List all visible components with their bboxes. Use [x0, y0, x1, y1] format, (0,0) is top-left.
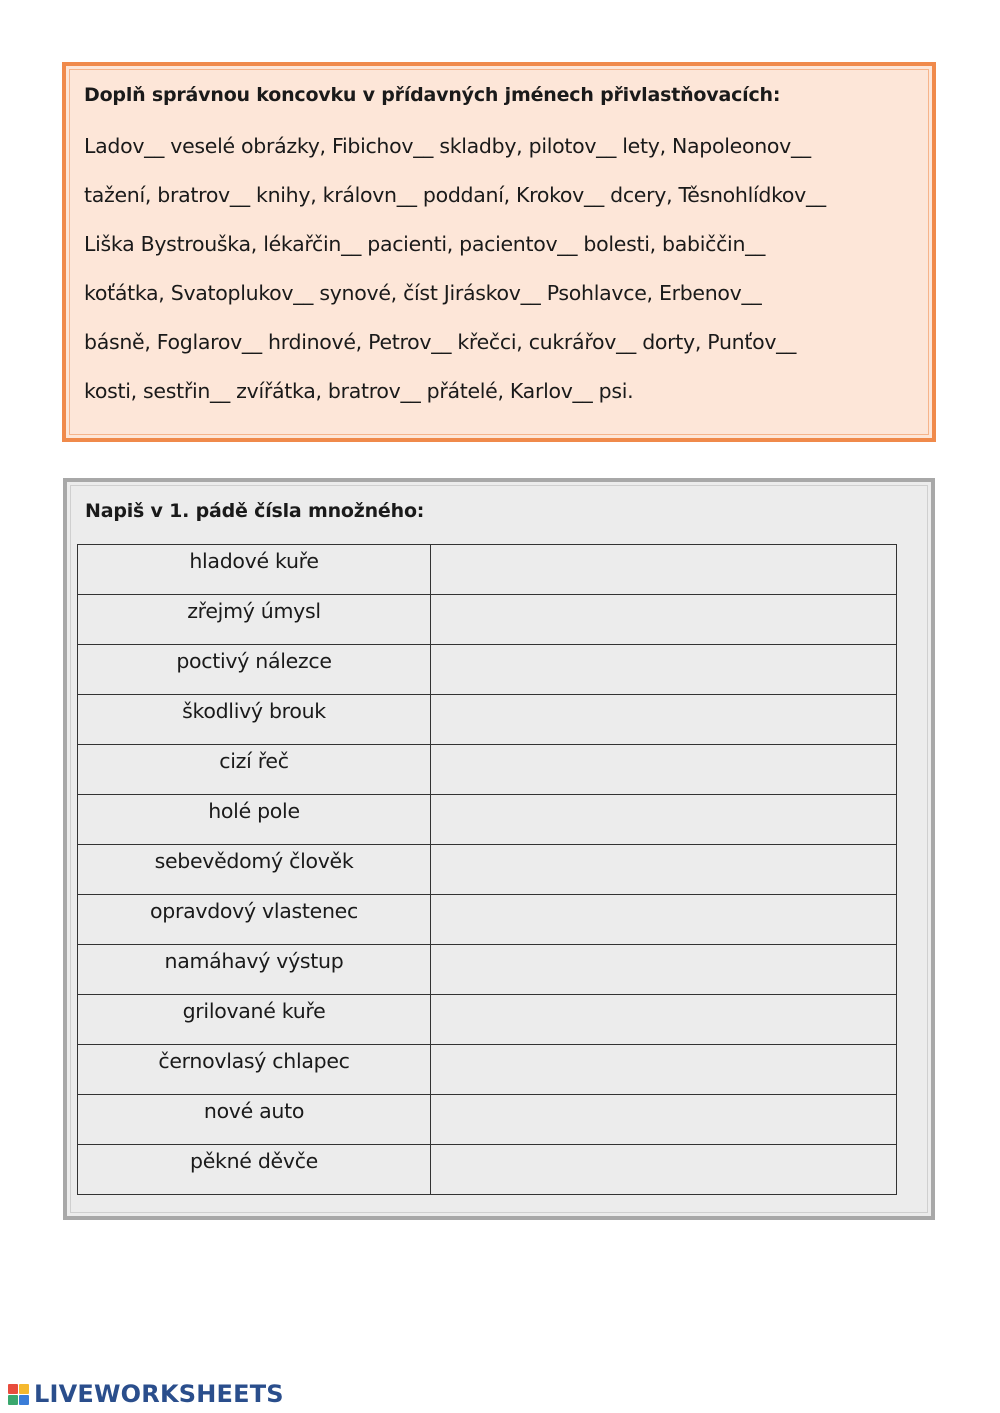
exercise1-line: básně, Foglarov__ hrdinové, Petrov__ křečci, cukrářov__ dorty, Punťov__: [84, 330, 797, 354]
word-cell: cizí řeč: [78, 745, 431, 795]
table-row: [78, 1045, 897, 1095]
exercise1-title: Doplň správnou koncovku v přídavných jménech přivlastňovacích:: [84, 84, 781, 106]
exercise2-title: Napiš v 1. pádě čísla množného:: [85, 500, 425, 522]
table-row: [78, 595, 897, 645]
word-cell: pěkné děvče: [78, 1145, 431, 1195]
answer-cell[interactable]: [431, 695, 897, 745]
exercise2-box: [63, 478, 935, 1220]
answer-cell[interactable]: [431, 995, 897, 1045]
exercise1-line: kosti, sestřin__ zvířátka, bratrov__ přátelé, Karlov__ psi.: [84, 379, 634, 403]
answer-cell[interactable]: [431, 945, 897, 995]
brand-name: LIVEWORKSHEETS: [34, 1380, 284, 1408]
table-row: [78, 895, 897, 945]
table-row: [78, 545, 897, 595]
table-row: [78, 745, 897, 795]
table-row: [78, 645, 897, 695]
plural-table: [77, 544, 897, 1195]
word-cell: namáhavý výstup: [78, 945, 431, 995]
answer-cell[interactable]: [431, 545, 897, 595]
answer-cell[interactable]: [431, 1145, 897, 1195]
footer-logo: [8, 1380, 284, 1408]
word-cell: grilované kuře: [78, 995, 431, 1045]
answer-cell[interactable]: [431, 645, 897, 695]
word-cell: sebevědomý člověk: [78, 845, 431, 895]
liveworksheets-logo-icon: [8, 1384, 29, 1405]
word-cell: nové auto: [78, 1095, 431, 1145]
answer-cell[interactable]: [431, 845, 897, 895]
answer-cell[interactable]: [431, 745, 897, 795]
exercise1-line: koťátka, Svatoplukov__ synové, číst Jiráskov__ Psohlavce, Erbenov__: [84, 281, 762, 305]
exercise1-box: [62, 62, 936, 442]
table-row: [78, 695, 897, 745]
word-cell: poctivý nálezce: [78, 645, 431, 695]
word-cell: černovlasý chlapec: [78, 1045, 431, 1095]
exercise1-line: Liška Bystrouška, lékařčin__ pacienti, pacientov__ bolesti, babiččin__: [84, 232, 766, 256]
answer-cell[interactable]: [431, 1045, 897, 1095]
word-cell: holé pole: [78, 795, 431, 845]
word-cell: zřejmý úmysl: [78, 595, 431, 645]
exercise1-line: Ladov__ veselé obrázky, Fibichov__ skladby, pilotov__ lety, Napoleonov__: [84, 134, 811, 158]
table-row: [78, 995, 897, 1045]
word-cell: opravdový vlastenec: [78, 895, 431, 945]
word-cell: škodlivý brouk: [78, 695, 431, 745]
table-row: [78, 945, 897, 995]
answer-cell[interactable]: [431, 895, 897, 945]
answer-cell[interactable]: [431, 595, 897, 645]
table-row: [78, 845, 897, 895]
answer-cell[interactable]: [431, 795, 897, 845]
table-row: [78, 1145, 897, 1195]
answer-cell[interactable]: [431, 1095, 897, 1145]
exercise1-line: tažení, bratrov__ knihy, královn__ poddaní, Krokov__ dcery, Těsnohlídkov__: [84, 183, 826, 207]
word-cell: hladové kuře: [78, 545, 431, 595]
table-row: [78, 795, 897, 845]
table-row: [78, 1095, 897, 1145]
